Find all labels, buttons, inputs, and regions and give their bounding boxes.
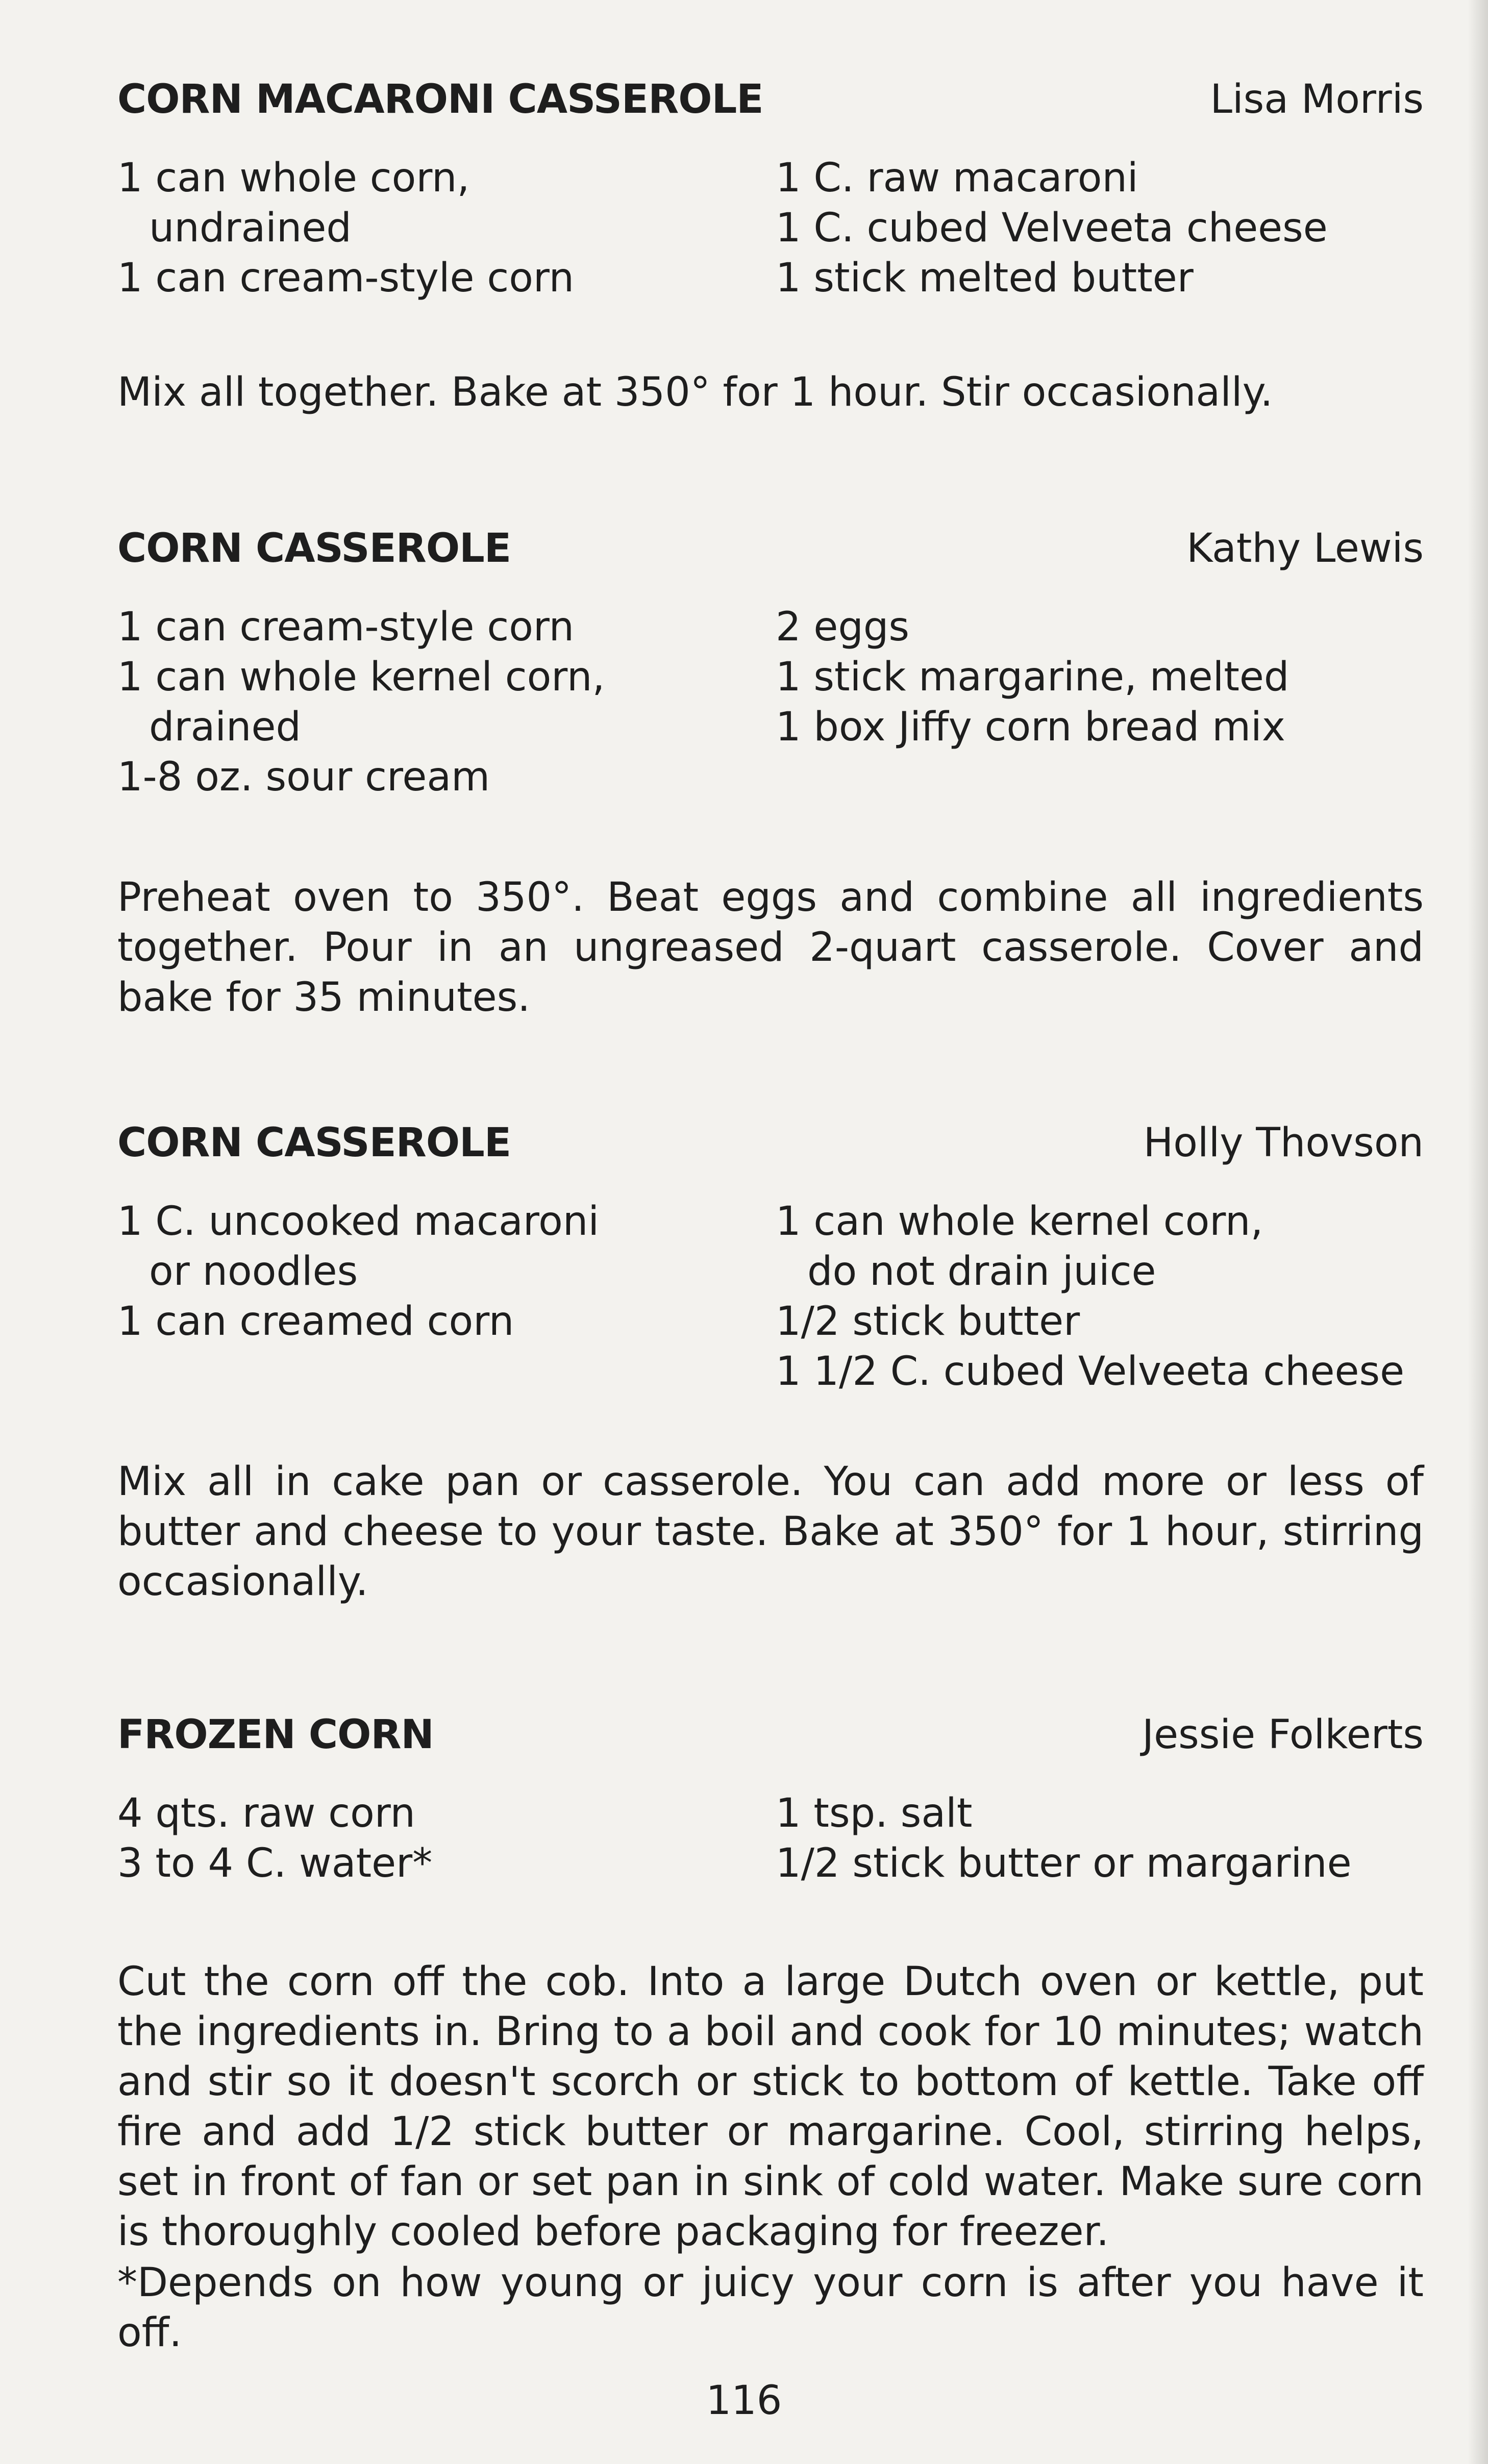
ingredient: 4 qts. raw corn (117, 1790, 415, 1836)
ingredient: 1 stick melted butter (776, 255, 1194, 301)
ingredient: 1/2 stick butter or margarine (776, 1840, 1352, 1886)
ingredients (117, 602, 1424, 802)
ingredient: 1 C. cubed Velveeta cheese (776, 205, 1328, 251)
ingredient: 2 eggs (776, 604, 910, 650)
recipe-directions: Cut the corn off the cob. Into a large Dutch oven or kettle, put the ingredients in. Bring to a boil and cook for 10 minutes; watch and stir so it doesn't scorch or stick to bottom of kettle. Take off fire and add 1/2 stick butter or margarine. Cool, stirring helps, set in front of fan or set pan in sink of cold water. Make sure corn is thoroughly cooled before packaging for freezer. (117, 1959, 1424, 2255)
ingredient: 1 can whole kernel corn, (776, 1199, 1263, 1245)
page-number: 116 (706, 2378, 782, 2424)
recipe-title: CORN CASSEROLE (117, 526, 511, 571)
recipe-corn-macaroni-casserole (117, 77, 1424, 415)
recipe-directions: Preheat oven to 350°. Beat eggs and combine all ingredients together. Pour in an ungreased 2-quart casserole. Cover and bake for 35 minutes. (117, 875, 1424, 1021)
ingredients (117, 1788, 1424, 1888)
ingredients (117, 1197, 1424, 1397)
ingredient: 1 can creamed corn (117, 1299, 514, 1345)
ingredient: drained (149, 704, 301, 750)
recipe-title: CORN MACARONI CASSEROLE (117, 77, 763, 122)
recipe-directions: Mix all together. Bake at 350° for 1 hour. Stir occasionally. (117, 369, 1273, 415)
ingredient: do not drain juice (807, 1249, 1156, 1295)
ingredients (117, 153, 1424, 306)
ingredient: 1 can whole corn, (117, 155, 470, 201)
ingredient: undrained (149, 205, 352, 251)
recipe-title: FROZEN CORN (117, 1712, 434, 1758)
ingredient: 1 can cream-style corn (117, 255, 575, 301)
ingredient: 1 C. raw macaroni (776, 155, 1138, 201)
recipe-author: Jessie Folkerts (1142, 1712, 1424, 1758)
ingredient: 1 1/2 C. cubed Velveeta cheese (776, 1349, 1405, 1395)
recipe-author: Holly Thovson (1143, 1120, 1424, 1166)
recipe-author: Lisa Morris (1210, 77, 1424, 122)
ingredient: 1 tsp. salt (776, 1790, 973, 1836)
recipe-title: CORN CASSEROLE (117, 1120, 511, 1166)
ingredient: 1/2 stick butter (776, 1299, 1080, 1345)
recipe-footnote: *Depends on how young or juicy your corn is after you have it off. (117, 2260, 1424, 2356)
ingredient: 1 C. uncooked macaroni (117, 1199, 599, 1245)
recipe-author: Kathy Lewis (1186, 526, 1424, 571)
ingredient: 1 can cream-style corn (117, 604, 575, 650)
ingredient: 1 box Jiffy corn bread mix (776, 704, 1285, 750)
ingredient: or noodles (149, 1249, 358, 1295)
recipe-corn-casserole-lewis (117, 526, 1424, 1021)
ingredient: 1 stick margarine, melted (776, 654, 1289, 700)
recipe-corn-casserole-thovson (117, 1120, 1424, 1605)
page-edge-shadow (1468, 0, 1488, 2464)
recipe-directions: Mix all in cake pan or casserole. You can add more or less of butter and cheese to your taste. Bake at 350° for 1 hour, stirring occasionally. (117, 1459, 1424, 1605)
ingredient: 3 to 4 C. water* (117, 1840, 433, 1886)
recipe-frozen-corn (117, 1712, 1424, 2356)
ingredient: 1-8 oz. sour cream (117, 754, 490, 800)
ingredient: 1 can whole kernel corn, (117, 654, 605, 700)
